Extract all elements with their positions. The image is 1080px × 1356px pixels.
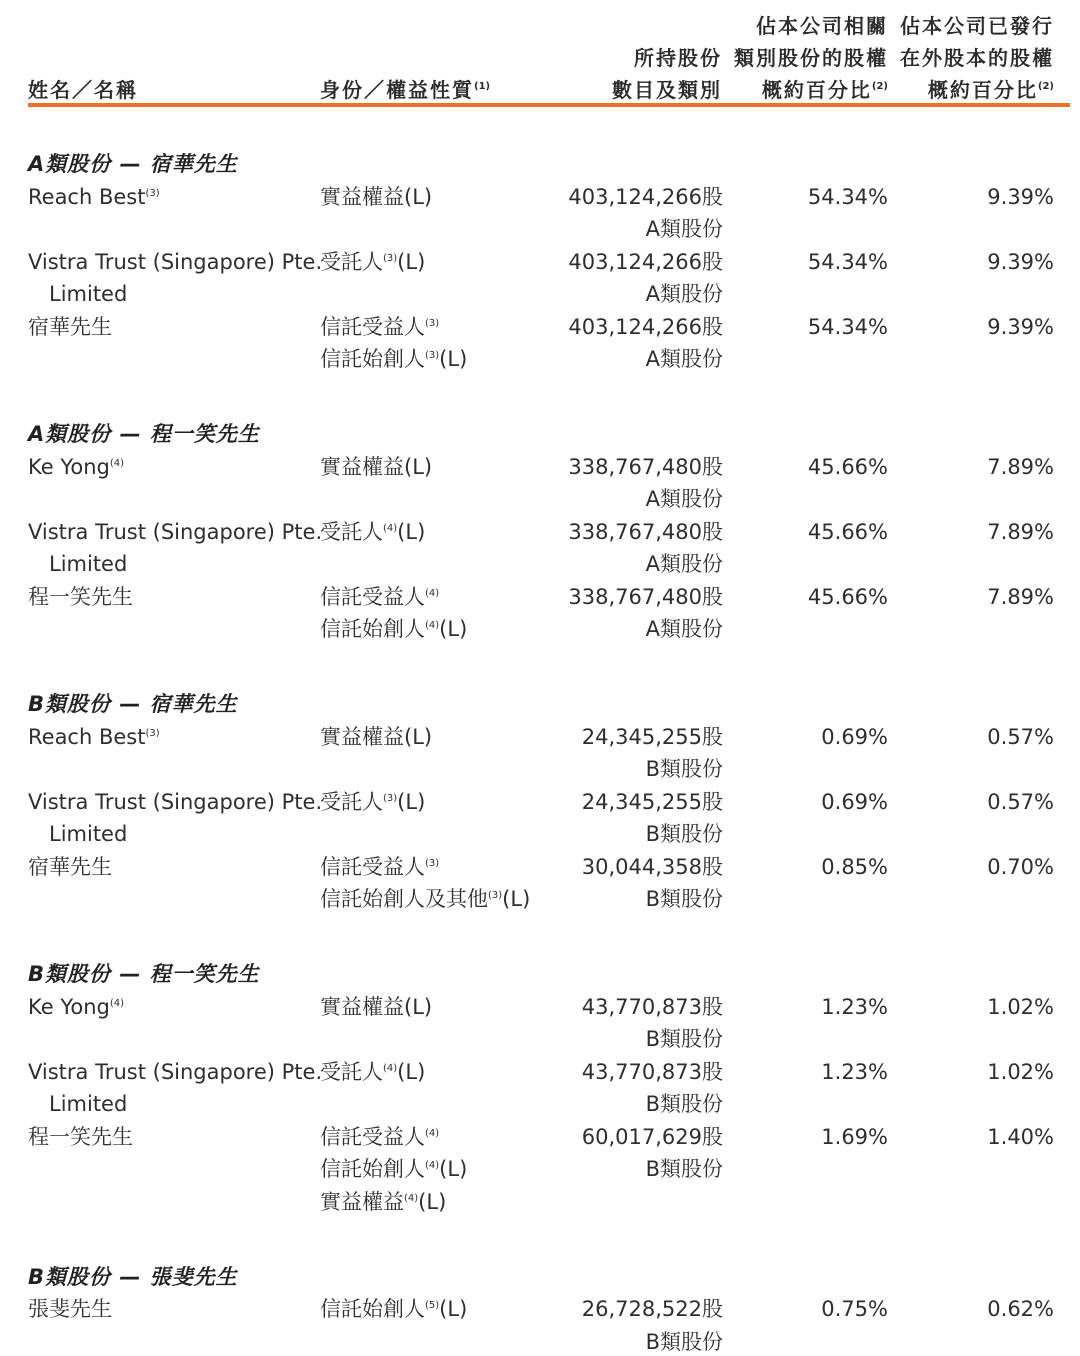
capacity-line (320, 993, 432, 1021)
capacity-long-position: (L) (439, 617, 468, 641)
capacity-text: 實益權益 (320, 184, 404, 209)
capacity-line (320, 453, 432, 481)
capacity-text: 受託人 (320, 1059, 383, 1084)
holder-name-text: 宿華先生 (28, 314, 112, 339)
capacity-line (320, 583, 439, 616)
shares-class: A類股份 (645, 487, 723, 511)
pct-of-total: 7.89% (987, 584, 1054, 609)
capacity-text: 實益權益 (320, 454, 404, 479)
holder-name (49, 1090, 127, 1118)
shares-class: A類股份 (645, 217, 723, 241)
section-title: A類股份 — 宿華先生 (28, 152, 238, 176)
holder-name (28, 248, 322, 276)
capacity-note: (3) (425, 857, 440, 869)
shares-number: 43,770,873股 (581, 1059, 723, 1084)
capacity-text: 信託始創人 (320, 617, 425, 641)
pct-of-total: 7.89% (987, 519, 1054, 544)
shares-number: 24,345,255股 (581, 789, 723, 814)
holder-name (28, 1058, 322, 1086)
holder-name-text: Ke Yong (28, 994, 110, 1019)
shares-number: 403,124,266股 (568, 314, 723, 339)
capacity-long-position: (L) (397, 519, 426, 544)
header-rule (28, 103, 1070, 107)
capacity-line (320, 615, 467, 648)
pct-of-class: 45.66% (807, 454, 888, 479)
pct-of-class: 45.66% (807, 519, 888, 544)
capacity-note: (4) (383, 1062, 398, 1074)
holder-name-text: Reach Best (28, 184, 146, 209)
pct-of-total: 0.57% (987, 789, 1054, 814)
capacity-note: (4) (425, 587, 440, 599)
pct-of-class: 54.34% (807, 314, 888, 339)
shares-class: A類股份 (645, 282, 723, 306)
shares-number: 43,770,873股 (581, 994, 723, 1019)
capacity-text: 信託始創人 (320, 1157, 425, 1181)
pct-of-total: 9.39% (987, 314, 1054, 339)
capacity-note: (5) (425, 1300, 440, 1311)
capacity-long-position: (L) (418, 1189, 447, 1214)
header-pct-total-note: (2) (1037, 81, 1054, 92)
capacity-note: (4) (383, 522, 398, 534)
pct-of-class: 45.66% (807, 584, 888, 609)
holder-name-note: (3) (145, 727, 160, 739)
pct-of-total: 1.40% (987, 1124, 1054, 1149)
shares-class: B類股份 (645, 1157, 723, 1181)
holder-name (49, 820, 127, 848)
holder-name (28, 518, 322, 546)
holder-name-text: Vistra Trust (Singapore) Pte. (28, 789, 323, 814)
capacity-line (320, 1295, 467, 1328)
holder-name (28, 583, 133, 611)
capacity-note: (4) (425, 1127, 440, 1139)
capacity-text: 信託始創人 (320, 1297, 425, 1321)
pct-of-total: 7.89% (987, 454, 1054, 479)
capacity-note: (3) (488, 890, 503, 901)
capacity-line (320, 1155, 467, 1188)
shares-class: B類股份 (645, 887, 723, 911)
holder-name (28, 788, 322, 816)
capacity-long-position: (L) (404, 454, 433, 479)
capacity-text: 信託受益人 (320, 314, 425, 339)
holder-name (28, 853, 112, 881)
header-capacity (320, 74, 490, 103)
header-pct-class-label: 概約百分比 (761, 78, 872, 102)
header-shares-line1: 所持股份 (634, 46, 722, 70)
shares-class: B類股份 (645, 1092, 723, 1116)
header-pct-class-line3 (762, 74, 888, 103)
capacity-text: 受託人 (320, 519, 383, 544)
capacity-line (320, 518, 425, 551)
holder-name-note: (3) (145, 187, 160, 199)
capacity-text: 信託受益人 (320, 1124, 425, 1149)
capacity-long-position: (L) (439, 1297, 468, 1321)
holder-name-text: Vistra Trust (Singapore) Pte. (28, 1059, 323, 1084)
capacity-long-position: (L) (404, 184, 433, 209)
header-shares-line2: 數目及類別 (612, 78, 722, 102)
header-pct-total-line3 (928, 74, 1054, 103)
holder-name-text: 宿華先生 (28, 854, 112, 879)
holder-name-text: Reach Best (28, 724, 146, 749)
header-pct-class-line1: 佔本公司相關 (756, 14, 888, 38)
pct-of-class: 1.23% (821, 1059, 888, 1084)
pct-of-class: 0.69% (821, 789, 888, 814)
capacity-line (320, 183, 432, 211)
capacity-line (320, 1123, 439, 1156)
capacity-long-position: (L) (439, 1157, 468, 1181)
capacity-line (320, 788, 425, 821)
holder-name-text: Limited (49, 282, 128, 306)
header-pct-total-line1: 佔本公司已發行 (900, 14, 1054, 38)
header-name: 姓名／名稱 (28, 78, 138, 102)
capacity-line (320, 248, 425, 281)
pct-of-total: 0.70% (987, 854, 1054, 879)
capacity-line (320, 345, 467, 378)
capacity-line (320, 723, 432, 751)
header-capacity-label: 身份／權益性質 (320, 78, 474, 102)
section-title: B類股份 — 程一笑先生 (28, 962, 260, 986)
holder-name-text: 程一笑先生 (28, 584, 133, 609)
holder-name (28, 183, 160, 216)
shares-class: B類股份 (645, 822, 723, 846)
pct-of-total: 9.39% (987, 249, 1054, 274)
pct-of-total: 0.62% (987, 1297, 1054, 1321)
shares-class: A類股份 (645, 617, 723, 641)
shares-number: 30,044,358股 (581, 854, 723, 879)
holder-name-text: Ke Yong (28, 454, 110, 479)
shares-class: B類股份 (645, 757, 723, 781)
holder-name (28, 723, 160, 756)
capacity-note: (3) (425, 317, 440, 329)
section-title: A類股份 — 程一笑先生 (28, 422, 260, 446)
capacity-line (320, 1188, 446, 1221)
holder-name (28, 1123, 133, 1151)
capacity-text: 實益權益 (320, 994, 404, 1019)
pct-of-class: 0.85% (821, 854, 888, 879)
holder-name-text: Limited (49, 552, 128, 576)
section-title: B類股份 — 宿華先生 (28, 692, 238, 716)
capacity-note: (4) (425, 1160, 440, 1171)
pct-of-class: 54.34% (807, 184, 888, 209)
holder-name (49, 280, 127, 308)
capacity-line (320, 1058, 425, 1091)
pct-of-class: 1.23% (821, 994, 888, 1019)
capacity-note: (3) (425, 350, 440, 361)
holder-name (28, 453, 124, 486)
capacity-long-position: (L) (397, 789, 426, 814)
capacity-long-position: (L) (397, 1059, 426, 1084)
capacity-long-position: (L) (502, 887, 531, 911)
pct-of-class: 0.69% (821, 724, 888, 749)
capacity-line (320, 885, 530, 918)
pct-of-total: 1.02% (987, 1059, 1054, 1084)
capacity-note: (4) (404, 1192, 419, 1204)
capacity-text: 實益權益 (320, 1189, 404, 1214)
holder-name (28, 993, 124, 1026)
capacity-text: 受託人 (320, 249, 383, 274)
shares-number: 403,124,266股 (568, 184, 723, 209)
capacity-long-position: (L) (404, 724, 433, 749)
shares-class: B類股份 (645, 1329, 723, 1354)
header-capacity-note: (1) (474, 81, 491, 92)
shares-number: 24,345,255股 (581, 724, 723, 749)
pct-of-total: 1.02% (987, 994, 1054, 1019)
capacity-text: 受託人 (320, 789, 383, 814)
shares-number: 338,767,480股 (568, 454, 723, 479)
pct-of-class: 1.69% (821, 1124, 888, 1149)
capacity-text: 信託受益人 (320, 584, 425, 609)
section-title: B類股份 — 張斐先生 (28, 1264, 238, 1289)
pct-of-class: 54.34% (807, 249, 888, 274)
holder-name (28, 313, 112, 341)
holder-name-text: Vistra Trust (Singapore) Pte. (28, 519, 323, 544)
holder-name (49, 550, 127, 578)
capacity-text: 實益權益 (320, 724, 404, 749)
holder-name (28, 1295, 112, 1323)
holder-name-text: Limited (49, 1092, 128, 1116)
pct-of-total: 9.39% (987, 184, 1054, 209)
shares-number: 403,124,266股 (568, 249, 723, 274)
capacity-text: 信託始創人 (320, 347, 425, 371)
capacity-line (320, 853, 439, 886)
shares-number: 26,728,522股 (581, 1297, 723, 1321)
pct-of-total: 0.57% (987, 724, 1054, 749)
capacity-line (320, 313, 439, 346)
header-pct-total-label: 概約百分比 (927, 78, 1038, 102)
holder-name-text: Limited (49, 822, 128, 846)
shares-number: 60,017,629股 (581, 1124, 723, 1149)
shares-class: A類股份 (645, 552, 723, 576)
header-pct-class-note: (2) (871, 81, 888, 92)
capacity-note: (3) (383, 792, 398, 804)
capacity-note: (4) (425, 620, 440, 631)
holder-name-note: (4) (109, 997, 125, 1009)
header-pct-total-line2: 在外股本的股權 (900, 46, 1054, 70)
shares-class: A類股份 (645, 347, 723, 371)
capacity-long-position: (L) (397, 249, 426, 274)
capacity-note: (3) (383, 252, 398, 264)
holder-name-text: Vistra Trust (Singapore) Pte. (28, 249, 323, 274)
holder-name-text: 張斐先生 (28, 1297, 112, 1321)
holder-name-text: 程一笑先生 (28, 1124, 133, 1149)
capacity-text: 信託受益人 (320, 854, 425, 879)
shares-number: 338,767,480股 (568, 519, 723, 544)
shares-number: 338,767,480股 (568, 584, 723, 609)
holder-name-note: (4) (109, 457, 125, 469)
capacity-long-position: (L) (404, 994, 433, 1019)
header-pct-class-line2: 類別股份的股權 (734, 46, 888, 70)
pct-of-class: 0.75% (821, 1297, 888, 1321)
capacity-text: 信託始創人及其他 (320, 887, 488, 911)
capacity-long-position: (L) (439, 347, 468, 371)
shares-class: B類股份 (645, 1027, 723, 1051)
